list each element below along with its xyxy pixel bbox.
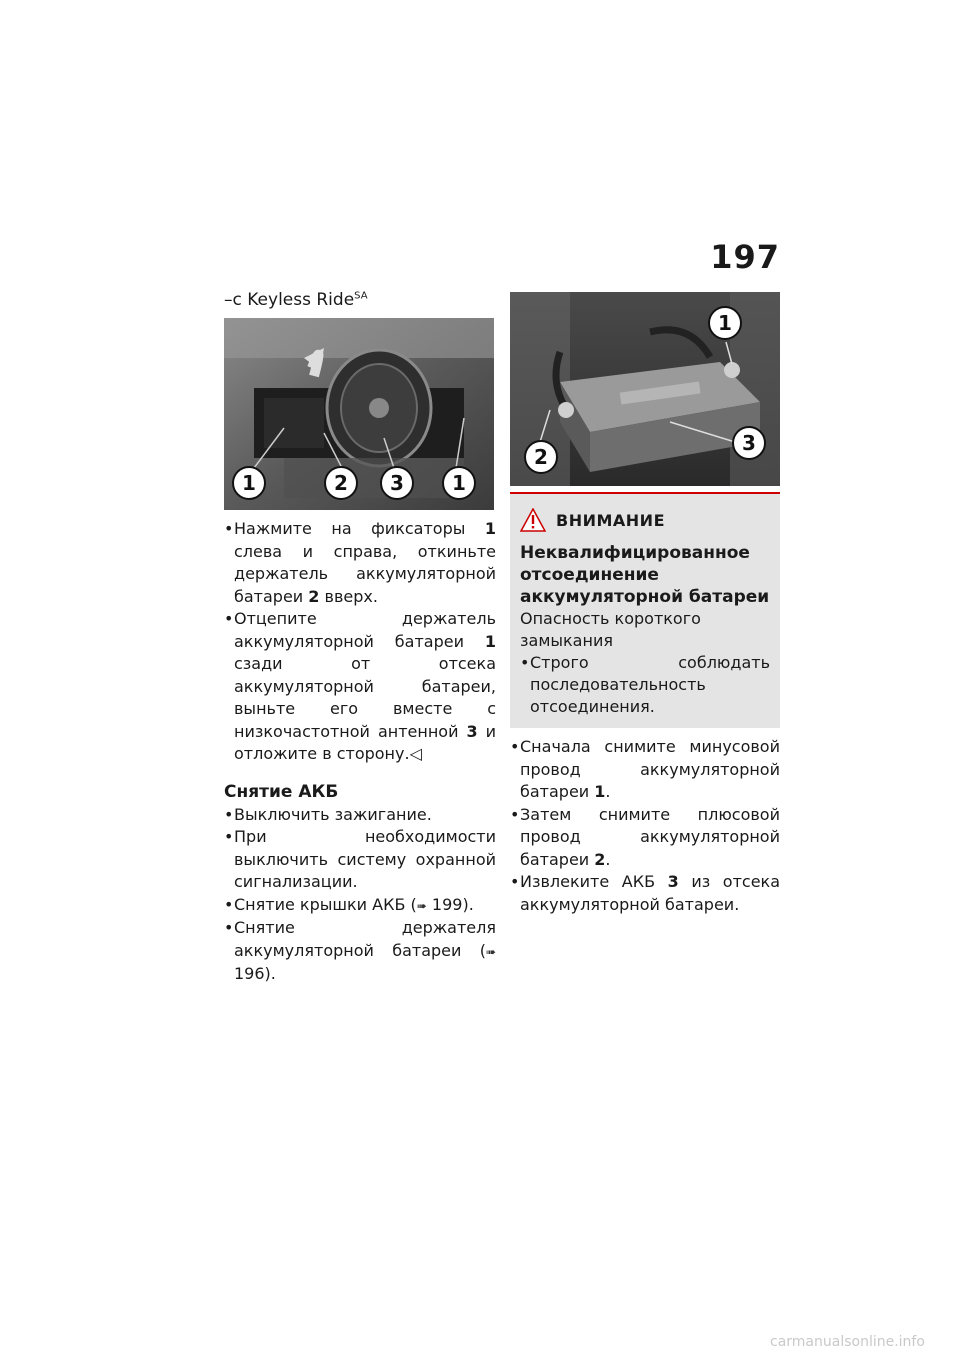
callout-ref: 1 xyxy=(484,631,496,651)
text-run: Отцепите держатель аккумуляторной батареи xyxy=(234,609,496,651)
callout-ref: 3 xyxy=(667,872,679,891)
keyless-steps-list xyxy=(224,518,496,766)
list-item xyxy=(224,826,496,894)
list-item xyxy=(224,917,496,986)
left-column xyxy=(224,290,496,986)
text-run: Сначала снимите минусовой провод аккумуляторной батареи xyxy=(520,737,780,801)
removal-steps-list xyxy=(224,804,496,986)
warning-box xyxy=(510,492,780,728)
list-item xyxy=(520,652,770,718)
bullet-icon: • xyxy=(224,827,234,846)
callout-2: 2 xyxy=(524,440,558,474)
list-item xyxy=(224,804,496,827)
callout-1-left: 1 xyxy=(232,466,266,500)
list-item xyxy=(224,608,496,766)
text-run: . xyxy=(605,782,611,801)
bullet-icon: • xyxy=(510,737,520,756)
list-item xyxy=(510,804,780,872)
list-item xyxy=(224,894,496,918)
list-item-text xyxy=(234,608,496,766)
callout-ref: 2 xyxy=(308,586,320,606)
bullet-icon: • xyxy=(224,918,234,937)
text-run: Выключить зажигание. xyxy=(234,804,432,824)
battery-figure xyxy=(510,292,780,486)
watermark: carmanualsonline.info xyxy=(770,1334,925,1350)
text-run: Затем снимите плюсовой провод аккумуляторной батареи xyxy=(520,804,780,869)
bullet-icon: • xyxy=(520,653,530,672)
list-item-text xyxy=(234,894,496,918)
reference-arrow-icon: ➠ xyxy=(416,898,427,913)
text-run: вверх. xyxy=(319,586,378,606)
warning-header xyxy=(520,508,770,532)
page-number: 197 xyxy=(710,238,780,276)
text-run: Снятие крышки АКБ ( xyxy=(234,894,417,914)
warning-subtitle: Неквалифицированное отсоединение аккумуляторной батареи xyxy=(520,543,770,607)
list-item xyxy=(510,736,780,804)
text-run: сзади от отсека аккумуляторной батареи, выньте его вместе с низкочастотной антенной xyxy=(234,654,496,741)
text-run: и отложите в сторону.◁ xyxy=(234,721,496,763)
section-title: Снятие АКБ xyxy=(224,781,339,802)
bullet-icon: • xyxy=(224,609,234,628)
reference-arrow-icon: ➠ xyxy=(485,944,496,959)
list-item-text xyxy=(234,804,496,827)
list-item-text: Строго соблюдать последовательность отсоединения. xyxy=(530,653,770,716)
text-run: Извлеките АКБ xyxy=(520,872,668,891)
text-run: При необходимости выключить систему охранной сигнализации. xyxy=(234,827,496,891)
keyless-ride-figure xyxy=(224,318,494,510)
text-run: 196). xyxy=(234,964,276,983)
bullet-icon: • xyxy=(224,894,234,914)
list-item-text xyxy=(234,917,496,986)
warning-text: Опасность короткого замыкания xyxy=(520,609,701,650)
text-run: Нажмите на фиксаторы xyxy=(234,519,485,538)
callout-3: 3 xyxy=(732,426,766,460)
callout-ref: 1 xyxy=(484,519,496,538)
text-run: . xyxy=(605,849,611,869)
callout-2: 2 xyxy=(324,466,358,500)
right-column xyxy=(510,292,780,916)
list-item-text xyxy=(234,826,496,894)
text-run: 199). xyxy=(426,894,474,914)
list-item-text xyxy=(520,871,780,916)
bullet-icon: • xyxy=(224,804,234,824)
list-item-text xyxy=(520,736,780,804)
battery-steps-list xyxy=(510,736,780,916)
text-run: Снятие держателя аккумуляторной батареи ( xyxy=(234,918,496,960)
callout-ref: 1 xyxy=(594,782,606,801)
warning-items-list xyxy=(520,652,770,718)
text-run: из отсека аккумуляторной батареи. xyxy=(520,872,780,914)
bullet-icon: • xyxy=(224,519,234,538)
list-item-text xyxy=(234,518,496,608)
variant-label: –с Keyless Ride$^{SA}$ xyxy=(224,290,368,310)
callout-ref: 3 xyxy=(466,721,478,741)
bullet-icon: • xyxy=(510,804,520,824)
warning-title: ВНИМАНИЕ xyxy=(556,510,665,530)
callout-ref: 2 xyxy=(594,849,606,869)
list-item xyxy=(224,518,496,608)
callout-1-right: 1 xyxy=(442,466,476,500)
list-item-text xyxy=(520,804,780,872)
callout-1: 1 xyxy=(708,306,742,340)
text-run: слева и справа, откиньте держатель аккумуляторной батареи xyxy=(234,541,496,606)
callout-3: 3 xyxy=(380,466,414,500)
list-item xyxy=(510,871,780,916)
warning-triangle-icon xyxy=(520,508,546,532)
bullet-icon: • xyxy=(510,872,520,891)
